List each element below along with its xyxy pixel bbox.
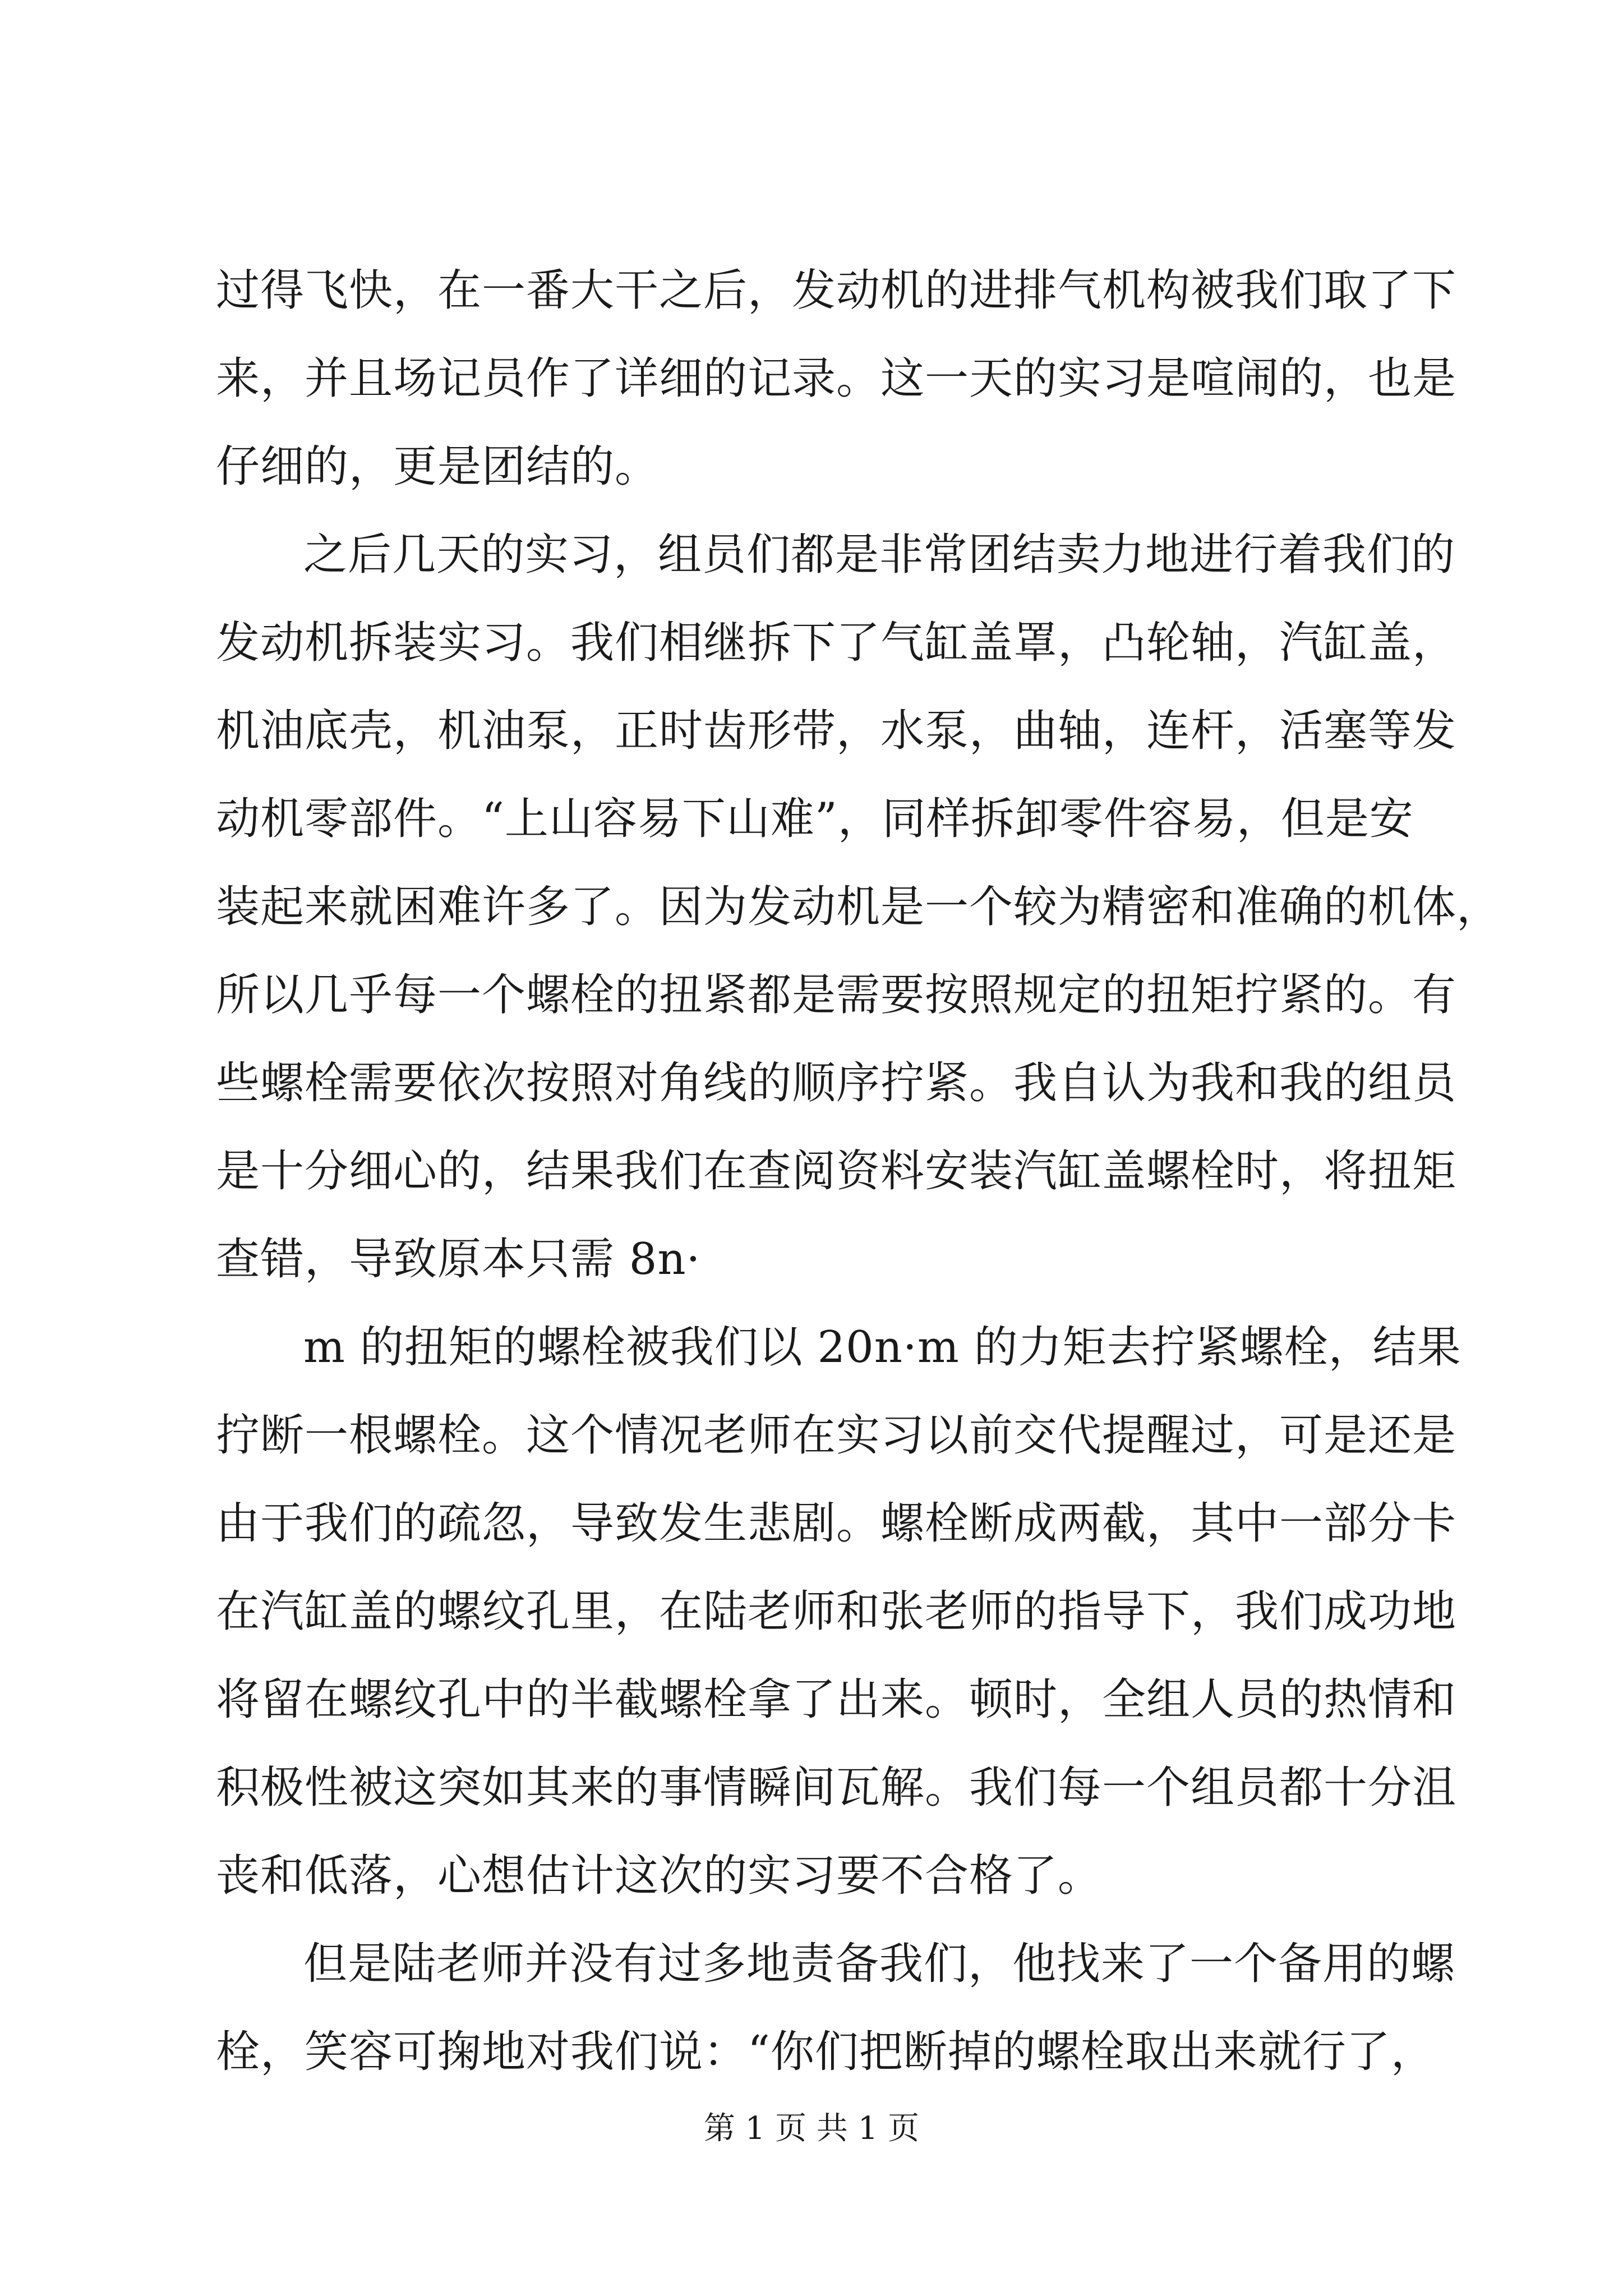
text-line: 在汽缸盖的螺纹孔里，在陆老师和张老师的指导下，我们成功地 xyxy=(216,1586,1457,1637)
text-line: 是十分细心的，结果我们在查阅资料安装汽缸盖螺栓时，将扭矩 xyxy=(216,1146,1457,1197)
text-line: 来，并且场记员作了详细的记录。这一天的实习是喧闹的，也是 xyxy=(216,353,1457,404)
text-line: 动机零部件。“上山容易下山难”，同样拆卸零件容易，但是安 xyxy=(216,794,1414,844)
text-line: 仔细的，更是团结的。 xyxy=(216,441,660,492)
paragraph-start-line: 但是陆老师并没有过多地责备我们，他找来了一个备用的螺 xyxy=(303,1939,1456,1989)
page-footer: 第 1 页 共 1 页 xyxy=(703,2110,920,2147)
text-line: 由于我们的疏忽，导致发生悲剧。螺栓断成两截，其中一部分卡 xyxy=(216,1498,1457,1549)
text-line: 栓，笑容可掬地对我们说：“你们把断掉的螺栓取出来就行了， xyxy=(216,2027,1435,2077)
paragraph-start-line: 之后几天的实习，组员们都是非常团结卖力地进行着我们的 xyxy=(303,530,1456,580)
text-line: 将留在螺纹孔中的半截螺栓拿了出来。顿时，全组人员的热情和 xyxy=(216,1674,1457,1725)
text-line: 机油底壳，机油泵，正时齿形带，水泵，曲轴，连杆，活塞等发 xyxy=(216,706,1457,756)
text-line: 所以几乎每一个螺栓的扭紧都是需要按照规定的扭矩拧紧的。有 xyxy=(216,970,1457,1020)
text-line: 丧和低落，心想估计这次的实习要不合格了。 xyxy=(216,1851,1103,1901)
text-line: 些螺栓需要依次按照对角线的顺序拧紧。我自认为我和我的组员 xyxy=(216,1058,1457,1108)
text-line: 发动机拆装实习。我们相继拆下了气缸盖罩，凸轮轴，汽缸盖， xyxy=(216,618,1457,668)
text-line: 装起来就困难许多了。因为发动机是一个较为精密和准确的机体， xyxy=(216,882,1501,932)
text-line: 积极性被这突如其来的事情瞬间瓦解。我们每一个组员都十分沮 xyxy=(216,1763,1457,1813)
paragraph-start-line: m 的扭矩的螺栓被我们以 20n·m 的力矩去拧紧螺栓，结果 xyxy=(303,1322,1461,1373)
text-line: 查错，导致原本只需 8n· xyxy=(216,1234,701,1285)
body-text xyxy=(216,247,1501,2096)
text-line: 过得飞快，在一番大干之后，发动机的进排气机构被我们取了下 xyxy=(216,265,1457,316)
text-line: 拧断一根螺栓。这个情况老师在实习以前交代提醒过，可是还是 xyxy=(216,1410,1457,1461)
